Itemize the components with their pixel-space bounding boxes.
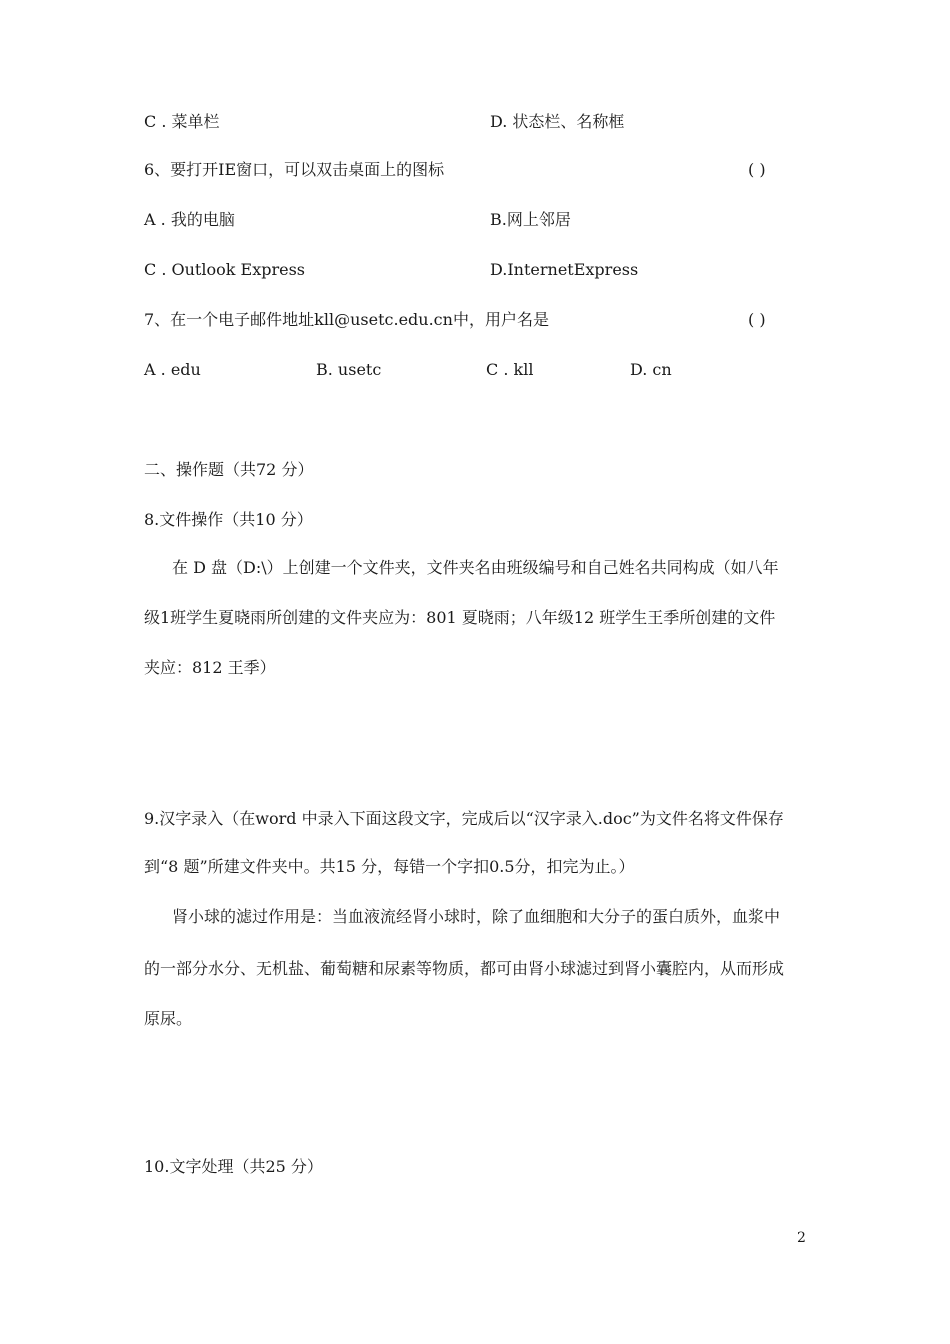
q7-option-c: C . kll [486,360,534,379]
q7-stem: 7、在一个电子邮件地址kll@usetc.edu.cn中，用户名是 [144,310,549,329]
q9-title-line-1: 9.汉字录入（在word 中录入下面这段文字，完成后以“汉字录入.doc”为文件名将文件保存 [144,809,784,828]
q9-body-line-1: 肾小球的滤过作用是：当血液流经肾小球时，除了血细胞和大分子的蛋白质外，血浆中 [172,907,781,926]
q9-body-line-3: 原尿。 [144,1009,193,1028]
q6-option-b: B.网上邻居 [490,210,571,229]
q7-option-d: D. cn [630,360,672,379]
q8-text-line-1: 在 D 盘（D:\）上创建一个文件夹，文件夹名由班级编号和自己姓名共同构成（如八年 [172,558,779,577]
q7-option-a: A . edu [144,360,201,379]
q8-text-line-3: 夹应：812 王季） [144,658,276,677]
q6-option-d: D.InternetExpress [490,260,639,279]
page-number: 2 [797,1230,806,1246]
q10-title: 10.文字处理（共25 分） [144,1157,323,1176]
q8-text-line-2: 级1班学生夏晓雨所创建的文件夹应为：801 夏晓雨；八年级12 班学生王季所创建的文件 [144,608,776,627]
q6-option-c: C . Outlook Express [144,260,305,279]
q7-option-b: B. usetc [316,360,382,379]
q9-body-line-2: 的一部分水分、无机盐、葡萄糖和尿素等物质，都可由肾小球滤过到肾小囊腔内，从而形成 [144,959,785,978]
q6-stem: 6、要打开IE窗口，可以双击桌面上的图标 [144,160,445,179]
q5-option-d: D. 状态栏、名称框 [490,112,625,131]
section-2-title: 二、操作题（共72 分） [144,460,314,479]
q6-answer-blank: ( ) [748,160,766,179]
q7-answer-blank: ( ) [748,310,766,329]
q9-title-line-2: 到“8 题”所建文件夹中。共15 分，每错一个字扣0.5分，扣完为止。） [144,857,635,876]
q5-option-c: C . 菜单栏 [144,112,220,131]
q6-option-a: A . 我的电脑 [144,210,235,229]
q8-title: 8.文件操作（共10 分） [144,510,313,529]
